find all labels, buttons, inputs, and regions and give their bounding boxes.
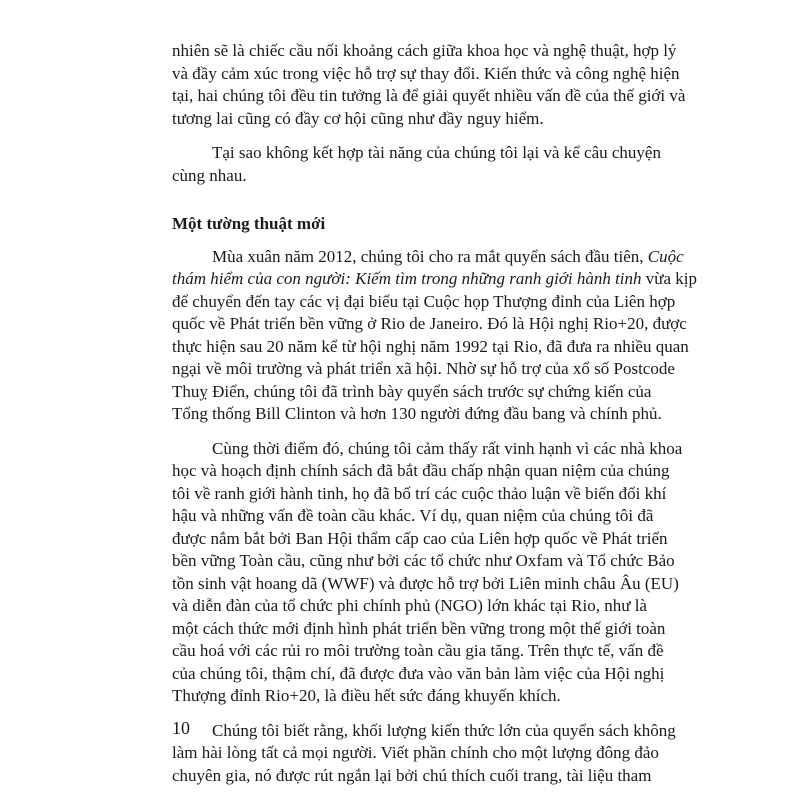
text-line bbox=[172, 268, 698, 291]
text-line: Tại sao không kết hợp tài năng của chúng tôi lại và kể câu chuyện bbox=[212, 143, 661, 162]
text-line: hậu và những vấn đề toàn cầu khác. Ví dụ, quan niệm của chúng tôi đã bbox=[172, 506, 654, 525]
text-line: của chúng tôi, thậm chí, đã được đưa vào văn bản làm việc của Hội nghị bbox=[172, 663, 665, 683]
text-line: Cùng thời điểm đó, chúng tôi cảm thấy rất vinh hạnh vì các nhà khoa bbox=[212, 438, 683, 458]
text-line bbox=[172, 246, 684, 269]
text-line: ngại về môi trường và phát triển xã hội. Nhờ sự hỗ trợ của xổ số Postcode bbox=[172, 359, 675, 378]
paragraph-1 bbox=[172, 40, 686, 130]
text-line: tôi về ranh giới hành tinh, họ đã bố trí các cuộc thảo luận về biến đổi khí bbox=[172, 483, 667, 503]
text-line: tương lai cũng có đầy cơ hội cũng như đầy nguy hiểm. bbox=[172, 108, 544, 128]
text-line: tại, hai chúng tôi đều tin tưởng là để giải quyết nhiều vấn đề của thế giới và bbox=[172, 86, 686, 105]
text-line: cầu hoá với các rủi ro môi trường toàn cầu gia tăng. Trên thực tế, vấn đề bbox=[172, 641, 664, 660]
text-line: bền vững Toàn cầu, cũng như bởi các tổ chức như Oxfam và Tổ chức Bảo bbox=[172, 551, 675, 570]
book-title-italic: Cuộc bbox=[647, 246, 684, 266]
text-line: thực hiện sau 20 năm kể từ hội nghị năm 1992 tại Rio, đã đưa ra nhiều quan bbox=[172, 336, 689, 356]
text-line: tồn sinh vật hoang dã (WWF) và được hỗ trợ bởi Liên minh châu Âu (EU) bbox=[172, 573, 679, 593]
text-line: nhiên sẽ là chiếc cầu nối khoảng cách giữa khoa học và nghệ thuật, hợp lý bbox=[172, 41, 677, 60]
text-line: làm hài lòng tất cả mọi người. Viết phần chính cho một lượng đông đảo bbox=[172, 743, 659, 762]
text-line: và diễn đàn của tổ chức phi chính phủ (NGO) lớn khác tại Rio, như là bbox=[172, 596, 647, 615]
paragraph-3 bbox=[172, 246, 698, 426]
page-body bbox=[172, 40, 698, 787]
section-heading: Một tường thuật mới bbox=[172, 214, 326, 233]
paragraph-5 bbox=[172, 720, 676, 788]
text-line: Thượng đỉnh Rio+20, là điều hết sức đáng khuyến khích. bbox=[172, 686, 561, 705]
text-line: học và hoạch định chính sách đã bắt đầu chấp nhận quan niệm của chúng bbox=[172, 461, 670, 480]
text-line: để chuyển đến tay các vị đại biểu tại Cuộc họp Thượng đỉnh của Liên hợp bbox=[172, 291, 676, 311]
paragraph-2 bbox=[172, 142, 661, 187]
text-line: một cách thức mới định hình phát triển bền vững trong một thế giới toàn bbox=[172, 618, 666, 638]
text-line: Chúng tôi biết rằng, khối lượng kiến thức lớn của quyển sách không bbox=[212, 720, 676, 740]
text-line: và đầy cảm xúc trong việc hỗ trợ sự thay đổi. Kiến thức và công nghệ hiện bbox=[172, 63, 680, 83]
text-line: Thuỵ Điển, chúng tôi đã trình bày quyển sách trước sự chứng kiến của bbox=[172, 381, 652, 401]
text-line: quốc về Phát triển bền vững ở Rio de Janeiro. Đó là Hội nghị Rio+20, được bbox=[172, 314, 687, 333]
page-number: 10 bbox=[172, 718, 190, 738]
text-line: chuyên gia, nó được rút ngắn lại bởi chú thích cuối trang, tài liệu tham bbox=[172, 765, 652, 785]
text-line: Tổng thống Bill Clinton và hơn 130 người đứng đầu bang và chính phủ. bbox=[172, 404, 662, 423]
text-span: vừa kịp bbox=[641, 269, 698, 288]
paragraph-4 bbox=[172, 438, 683, 708]
text-line: được nắm bắt bởi Ban Hội thẩm cấp cao của Liên hợp quốc về Phát triển bbox=[172, 528, 668, 548]
book-title-italic: thám hiểm của con người: Kiếm tìm trong những ranh giới hành tinh bbox=[172, 269, 642, 288]
text-span: Mùa xuân năm 2012, chúng tôi cho ra mắt quyển sách đầu tiên, bbox=[212, 246, 648, 266]
text-line: cùng nhau. bbox=[172, 165, 247, 185]
